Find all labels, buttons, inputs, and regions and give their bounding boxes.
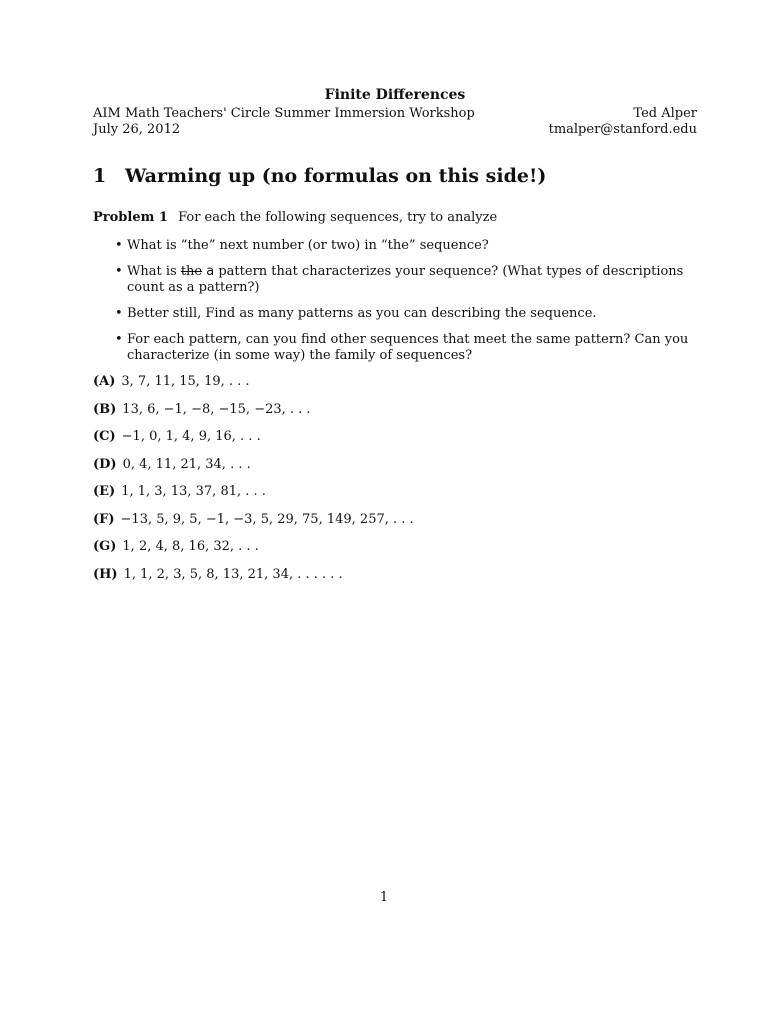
problem-label: Problem 1 [93, 210, 168, 225]
workshop-name: AIM Math Teachers' Circle Summer Immersion Workshop [93, 106, 475, 121]
sequence-terms: 13, 6, −1, −8, −15, −23, . . . [122, 401, 311, 417]
bullet-text: Better still, Find as many patterns as you can describing the sequence. [127, 306, 597, 321]
sequence-label: (G) [93, 539, 117, 554]
bullet-item [115, 306, 697, 322]
document-title: Finite Differences [324, 87, 466, 103]
sequence-item [93, 512, 697, 528]
bullet-icon: • [115, 238, 123, 253]
bullet-item [115, 332, 697, 364]
bullet-icon: • [115, 306, 123, 321]
bullet-text-suffix: pattern that characterizes your sequence? (What types of descriptions count as a pattern?) [127, 264, 684, 295]
sequence-terms: 1, 1, 2, 3, 5, 8, 13, 21, 34, . . . . . . [123, 566, 343, 582]
sequence-item [93, 402, 697, 418]
sequence-label: (H) [93, 566, 118, 582]
author-name: Ted Alper [633, 106, 697, 121]
section-title: Warming up (no formulas on this side!) [125, 165, 547, 187]
bullet-icon: • [115, 332, 123, 347]
bullet-text: What is “the” next number (or two) in “the” sequence? [127, 238, 489, 253]
sequence-label: (F) [93, 511, 115, 527]
inserted-word: a [202, 264, 215, 279]
sequence-item [93, 484, 697, 500]
document-page [93, 86, 697, 594]
sequence-label: (A) [93, 374, 116, 389]
sequence-label: (C) [93, 429, 116, 444]
sequence-terms: 3, 7, 11, 15, 19, . . . [121, 374, 250, 389]
sequence-item [93, 429, 697, 445]
meta-row-top [93, 106, 697, 122]
sequence-label: (E) [93, 484, 116, 499]
sequence-list [93, 374, 697, 583]
sequence-item [93, 567, 697, 583]
section-heading [93, 164, 697, 188]
section-number: 1 [93, 165, 107, 187]
struck-word: the [180, 264, 203, 279]
problem-prompt: For each the following sequences, try to analyze [178, 210, 498, 225]
bullet-icon: • [115, 264, 123, 279]
sequence-item [93, 374, 697, 390]
problem-bullet-list [93, 238, 697, 364]
sequence-terms: 1, 1, 3, 13, 37, 81, . . . [121, 484, 266, 499]
sequence-terms: −13, 5, 9, 5, −1, −3, 5, 29, 75, 149, 257, . . . [120, 511, 414, 527]
bullet-item [115, 264, 697, 296]
meta-row-bottom [93, 122, 697, 138]
sequence-label: (B) [93, 401, 117, 417]
document-date: July 26, 2012 [93, 122, 181, 137]
sequence-label: (D) [93, 456, 117, 472]
sequence-terms: 1, 2, 4, 8, 16, 32, . . . [122, 539, 259, 554]
sequence-terms: −1, 0, 1, 4, 9, 16, . . . [121, 429, 261, 444]
sequence-terms: 0, 4, 11, 21, 34, . . . [122, 456, 251, 472]
problem-statement [93, 210, 697, 226]
sequence-item [93, 457, 697, 473]
bullet-item [115, 238, 697, 254]
sequence-item [93, 539, 697, 555]
author-email: tmalper@stanford.edu [548, 122, 697, 137]
bullet-text: For each pattern, can you find other sequences that meet the same pattern? Can you characterize (in some way) the family of sequences? [127, 332, 689, 363]
bullet-text-prefix: What is [127, 264, 181, 279]
page-number: 1 [379, 890, 389, 905]
